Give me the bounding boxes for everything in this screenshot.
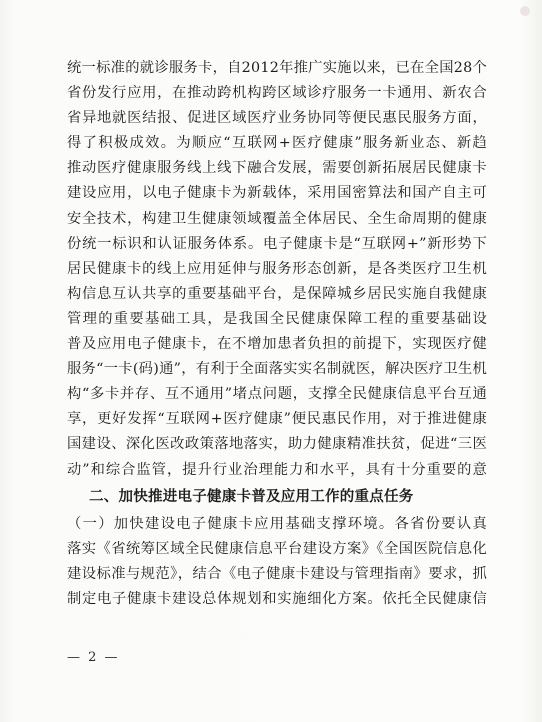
corner-smudge [520, 6, 530, 16]
section-heading: 二、加快推进电子健康卡普及应用工作的重点任务 [89, 488, 414, 505]
paragraph-line: （一）加快建设电子健康卡应用基础支撑环境。各省份要认真 [67, 515, 487, 532]
paragraph-line: 建设标准与规范》，结合《电子健康卡建设与管理指南》要求，抓 [67, 565, 487, 582]
paragraph-line: 享，更好发挥“互联网+医疗健康”便民惠民作用，对于推进健康 [67, 411, 487, 428]
body-text [67, 56, 487, 612]
paragraph-line: 建设应用，以电子健康卡为新载体，采用国密算法和国产自主可 [67, 185, 487, 202]
paragraph-line: 得了积极成效。为顺应“互联网+医疗健康”服务新业态、新趋 [67, 135, 487, 152]
paragraph-line: 动”和综合监管，提升行业治理能力和水平，具有十分重要的意 [67, 461, 487, 478]
paragraph-line: 统一标准的就诊服务卡，自2012年推广实施以来，已在全国28个 [67, 60, 487, 76]
paragraph-line: 普及应用电子健康卡，在不增加患者负担的前提下，实现医疗健 [67, 336, 487, 353]
paragraph-line: 服务“一卡(码)通”，有利于全面落实实名制就医，解决医疗卫生机 [67, 361, 487, 378]
paragraph-line: 份统一标识和认证服务体系。电子健康卡是“互联网+”新形势下 [67, 235, 487, 252]
paragraph-line: 国建设、深化医改政策落地落实，助力健康精准扶贫，促进“三医 [67, 436, 487, 453]
paragraph-line: 推动医疗健康服务线上线下融合发展，需要创新拓展居民健康卡 [67, 160, 487, 177]
paragraph-line: 居民健康卡的线上应用延伸与服务形态创新，是各类医疗卫生机 [67, 260, 487, 277]
paragraph-line: 省异地就医结报、促进区域医疗业务协同等便民惠民服务方面， [67, 110, 487, 127]
paragraph-line: 构“多卡并存、互不通用”堵点问题，支撑全民健康信息平台互通 [67, 386, 487, 403]
paragraph-line: 安全技术，构建卫生健康领域覆盖全体居民、全生命周期的健康 [67, 210, 487, 227]
page-number: — 2 — [67, 650, 120, 665]
paragraph-line: 管理的重要基础工具，是我国全民健康保障工程的重要基础设 [67, 310, 487, 327]
paragraph-line: 落实《省统筹区域全民健康信息平台建设方案》《全国医院信息化 [67, 540, 487, 557]
paragraph-line: 省份发行应用，在推动跨机构跨区域诊疗服务一卡通用、新农合 [67, 85, 487, 102]
paragraph-line: 制定电子健康卡建设总体规划和实施细化方案。依托全民健康信 [67, 590, 487, 607]
paragraph-line: 构信息互认共享的重要基础平台，是保障城乡居民实施自我健康 [67, 285, 487, 302]
